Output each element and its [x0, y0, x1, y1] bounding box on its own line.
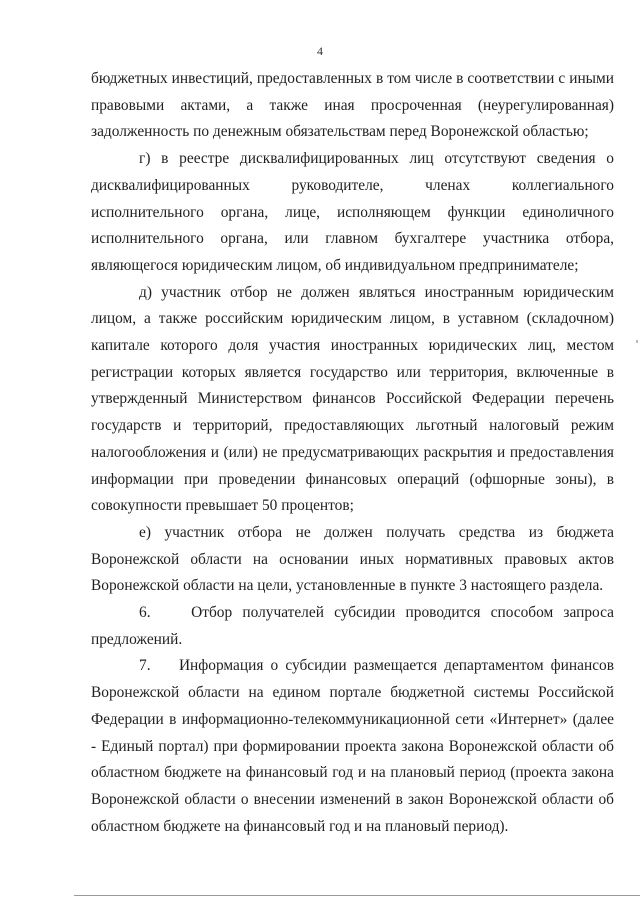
paragraph-item-e: е) участник отбора не должен получать средства из бюджета Воронежской области на основании иных нормативных правовых актов Воронежской области на цели, установленные в пункте 3 настоящего раздела. — [91, 523, 614, 595]
document-body — [91, 66, 614, 840]
page-number: 4 — [317, 44, 323, 58]
paragraph-point-6: 6. Отбор получателей субсидии проводится способом запроса предложений. — [91, 604, 614, 648]
paragraph-item-d: д) участник отбор не должен являться иностранным юридическим лицом, а также российским юридическим лицом, в уставном (складочном) капитале которого доля участия иностранных юридических лиц, местом регистрации которых является государство или территория, включенные в утвержденный Министерством финансов Российской Федерации перечень государств и территорий, предоставляющих льготный налоговый режим налогообложения и (или) не предусматривающих раскрытия и предоставления информации при проведении финансовых операций (офшорные зоны), в совокупности превышает 50 процентов; — [91, 283, 614, 515]
page-bottom-edge-line — [74, 895, 640, 896]
scan-artifact — [636, 340, 638, 343]
paragraph-item-g: г) в реестре дисквалифицированных лиц отсутствуют сведения о дисквалифицированных руководителе, членах коллегиального исполнительного органа, лице, исполняющем функции единоличного исполнительного органа, или главном бухгалтере участника отбора, являющегося юридическим лицом, об индивидуальном предпринимателе; — [91, 150, 614, 274]
paragraph-point-7: 7. Информация о субсидии размещается департаментом финансов Воронежской области на едином портале бюджетной системы Российской Федерации в информационно-телекоммуникационной сети «Интернет» (далее - Единый портал) при формировании проекта закона Воронежской области об областном бюджете на финансовый год и на плановый период (проекта закона Воронежской области о внесении изменений в закон Воронежской области об областном бюджете на финансовый год и на плановый период). — [91, 657, 614, 835]
paragraph-continuation: бюджетных инвестиций, предоставленных в том числе в соответствии с иными правовыми актами, а также иная просроченная (неурегулированная) задолженность по денежным обязательствам перед Воронежской областью; — [91, 70, 614, 141]
